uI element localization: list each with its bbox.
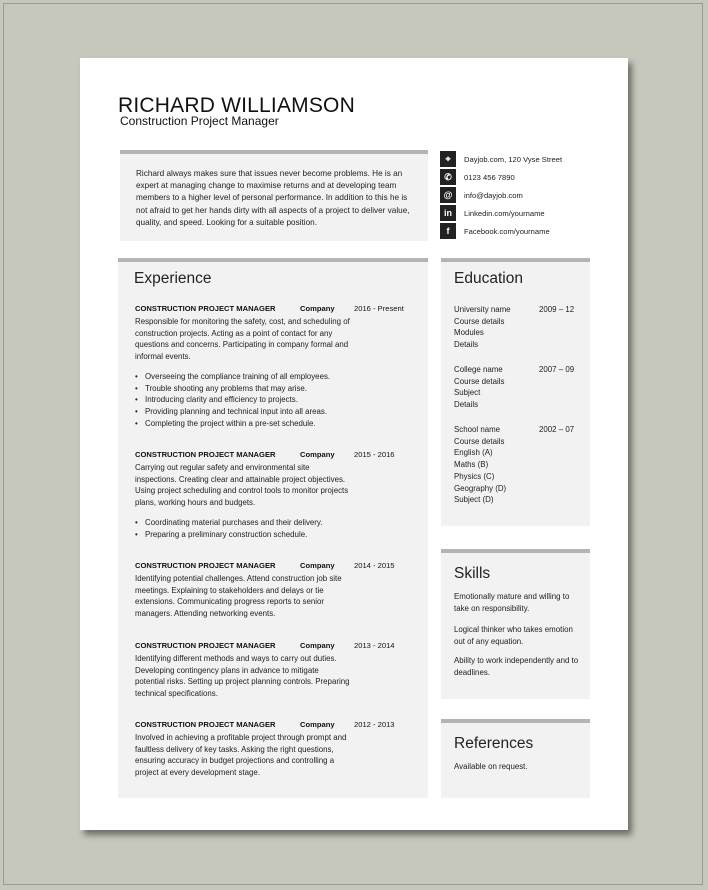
references-heading: References	[454, 735, 534, 752]
job-dates: 2013 - 2014	[354, 641, 395, 650]
bullet-item: • Coordinating material purchases and their delivery.	[145, 517, 411, 529]
job-dates: 2015 - 2016	[354, 450, 395, 459]
skills-panel	[441, 549, 590, 699]
job-dates: 2016 - Present	[354, 304, 404, 313]
education-heading: Education	[454, 270, 523, 287]
job-title: CONSTRUCTION PROJECT MANAGER	[135, 720, 276, 729]
institution-name: School name	[454, 425, 501, 434]
bullet-item: • Providing planning and technical input into all areas.	[145, 406, 411, 418]
education-detail: English (A)	[454, 448, 493, 458]
contact-list	[440, 150, 600, 240]
job-dates: 2012 - 2013	[354, 720, 395, 729]
education-panel	[441, 258, 590, 526]
job-bullets	[135, 517, 411, 540]
job-header	[135, 450, 411, 462]
education-entry	[454, 304, 578, 351]
bullet-item: • Preparing a preliminary construction schedule.	[145, 529, 411, 541]
contact-item	[440, 150, 600, 168]
bullet-item: • Overseeing the compliance training of all employees.	[145, 371, 411, 383]
job-description: Identifying potential challenges. Attend construction job site meetings. Explaining to stakeholders and delays or tie extensions. Communicating progress reports to senior managers. Attending networking events.	[135, 574, 342, 619]
job-header	[135, 641, 411, 653]
education-detail: Details	[454, 400, 479, 410]
contact-item	[440, 204, 600, 222]
references-bar	[441, 719, 590, 723]
bullet-item: • Completing the project within a pre-set schedule.	[145, 418, 411, 430]
institution-name: College name	[454, 365, 503, 374]
job-header	[135, 720, 411, 732]
resume-page	[80, 58, 628, 830]
bullet-item: • Introducing clarity and efficiency to projects.	[145, 394, 411, 406]
references-text: Available on request.	[454, 762, 528, 771]
contact-text: Dayjob.com, 120 Vyse Street	[464, 154, 563, 164]
job-company: Company	[300, 304, 335, 313]
job-header	[135, 304, 411, 316]
job-description: Responsible for monitoring the safety, cost, and scheduling of construction projects. Acting as a point of contact for any questions and concerns. Participating in company formal and informal events.	[135, 317, 350, 362]
job-company: Company	[300, 561, 335, 570]
candidate-name: RICHARD WILLIAMSON	[118, 94, 355, 117]
location-pin-icon: ⌖	[440, 151, 456, 167]
education-years: 2007 – 09	[539, 365, 575, 374]
contact-item	[440, 186, 600, 204]
education-detail: Course details	[454, 376, 505, 386]
references-panel	[441, 719, 590, 798]
education-detail: Course details	[454, 316, 505, 326]
job-entry	[135, 450, 411, 540]
skill-item: Logical thinker who takes emotion out of any equation.	[454, 625, 573, 646]
contact-item	[440, 168, 600, 186]
job-title: CONSTRUCTION PROJECT MANAGER	[135, 304, 276, 313]
job-title: CONSTRUCTION PROJECT MANAGER	[135, 561, 276, 570]
education-detail: Subject (D)	[454, 495, 494, 505]
education-years: 2002 – 07	[539, 425, 575, 434]
contact-text: 0123 456 7890	[464, 172, 515, 182]
experience-bar	[118, 258, 428, 262]
education-detail: Course details	[454, 436, 505, 446]
job-company: Company	[300, 641, 335, 650]
facebook-icon: f	[440, 223, 456, 239]
contact-text: info@dayjob.com	[464, 190, 523, 200]
experience-heading: Experience	[134, 270, 212, 287]
experience-panel	[118, 258, 428, 798]
contact-text: Facebook.com/yourname	[464, 226, 550, 236]
job-description: Identifying different methods and ways to carry out duties. Developing contingency plans in advance to mitigate potential risks. Setting up project planning controls. Preparing technical specifications.	[135, 654, 350, 699]
contact-item	[440, 222, 600, 240]
email-icon: @	[440, 187, 456, 203]
education-entry	[454, 364, 578, 411]
skill-item: Emotionally mature and willing to take on responsibility.	[454, 592, 570, 613]
job-description: Involved in achieving a profitable project through prompt and faultless delivery of key tasks. Asking the right questions, ensuring accuracy in budget projections and controlling a project at every development stage.	[135, 733, 347, 778]
linkedin-icon: in	[440, 205, 456, 221]
education-detail: Physics (C)	[454, 471, 495, 481]
education-years: 2009 – 12	[539, 305, 575, 314]
candidate-role: Construction Project Manager	[120, 114, 279, 128]
summary-text: Richard always makes sure that issues never become problems. He is an expert at managing change to maximise returns and at developing team members to a higher level of personal performance. In addition to this he is not afraid to get her hands dirty with all aspects of a project to deliver value, quality, and speed. Looking for a suitable position.	[136, 169, 410, 227]
phone-icon: ✆	[440, 169, 456, 185]
job-entry	[135, 641, 411, 700]
job-entry	[135, 720, 411, 779]
job-dates: 2014 - 2015	[354, 561, 395, 570]
job-title: CONSTRUCTION PROJECT MANAGER	[135, 641, 276, 650]
job-title: CONSTRUCTION PROJECT MANAGER	[135, 450, 276, 459]
bullet-item: • Trouble shooting any problems that may arise.	[145, 383, 411, 395]
job-entry	[135, 304, 411, 429]
education-detail: Geography (D)	[454, 483, 507, 493]
education-entry	[454, 424, 578, 506]
job-entry	[135, 561, 411, 620]
institution-name: University name	[454, 305, 511, 314]
contact-text: Linkedin.com/yourname	[464, 208, 545, 218]
job-company: Company	[300, 450, 335, 459]
job-company: Company	[300, 720, 335, 729]
education-bar	[441, 258, 590, 262]
job-bullets	[135, 371, 411, 430]
job-header	[135, 561, 411, 573]
job-description: Carrying out regular safety and environmental site inspections. Creating clear and attainable project objectives. Using project scheduling and control tools to monitor projects plans, working hours and budgets.	[135, 463, 349, 508]
education-detail: Maths (B)	[454, 460, 489, 470]
skills-bar	[441, 549, 590, 553]
skills-heading: Skills	[454, 565, 491, 582]
skill-item: Ability to work independently and to deadlines.	[454, 656, 579, 677]
education-detail: Details	[454, 340, 479, 350]
summary-panel	[120, 150, 428, 241]
education-detail: Subject	[454, 388, 481, 398]
education-detail: Modules	[454, 328, 484, 338]
